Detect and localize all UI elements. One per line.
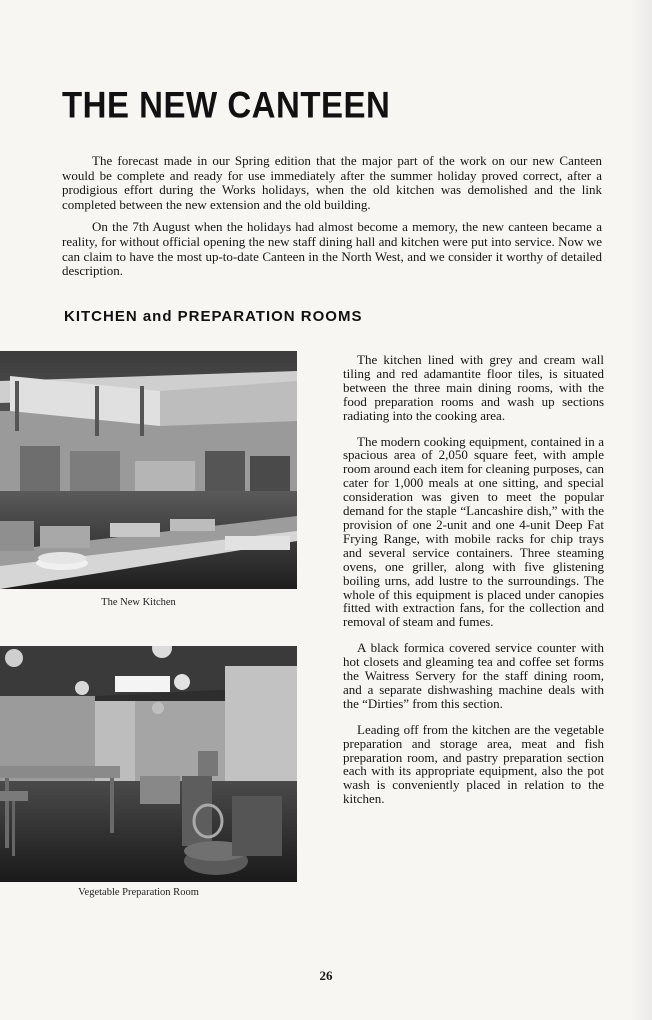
photo-caption: The New Kitchen	[101, 597, 176, 608]
page-edge-shadow	[630, 0, 652, 1020]
kitchen-photo	[0, 351, 297, 589]
body-text	[343, 353, 604, 818]
intro-text	[62, 154, 602, 287]
body-paragraph: The modern cooking equipment, contained in a spacious area of 2,050 square feet, with ample room around each item for cleaning purposes, can cater for 1,000 meals at one sitting, and special consideration was given to meet the popular demand for the staple “Lancashire dish,” with the provision of one 2-unit and one 4-unit Deep Fat Frying Range, with mobile racks for chip trays and several service containers. Three steaming ovens, one griller, along with five glistening boiling urns, add lustre to the surroundings. The whole of this equipment is placed under canopies fitted with extraction fans, for the collection and removal of steam and fumes.	[343, 433, 604, 630]
vegetable-room-photo	[0, 646, 297, 882]
intro-paragraph: The forecast made in our Spring edition that the major part of the work on our new Canteen would be complete and ready for use immediately after the summer holiday proved correct, after a prodigious effort during the Works holidays, when the old kitchen was demolished and the link completed between the new extension and the old building.	[62, 153, 602, 212]
body-paragraph: Leading off from the kitchen are the vegetable preparation and storage area, meat and fish preparation room, and pastry preparation section each with its appropriate equipment, also the pot wash is conveniently placed in relation to the kitchen.	[343, 721, 604, 807]
body-paragraph: A black formica covered service counter with hot closets and gleaming tea and coffee set forms the Waitress Servery for the staff dining room, and a separate dishwashing machine deals with the “Dirties” from this section.	[343, 640, 604, 711]
body-paragraph: The kitchen lined with grey and cream wall tiling and red adamantite floor tiles, is situated between the three main dining rooms, with the food preparation rooms and wash up sections radiating into the cooking area.	[343, 352, 604, 423]
article-title: THE NEW CANTEEN	[62, 84, 391, 126]
page-number: 26	[319, 968, 333, 983]
section-heading: KITCHEN and PREPARATION ROOMS	[64, 308, 363, 325]
intro-paragraph: On the 7th August when the holidays had almost become a memory, the new canteen became a reality, for without official opening the new staff dining hall and kitchen were put into service. Now we can claim to have the most up-to-date Canteen in the North West, and we consider it worthy of detailed description.	[62, 219, 602, 279]
photo-caption: Vegetable Preparation Room	[78, 887, 199, 898]
